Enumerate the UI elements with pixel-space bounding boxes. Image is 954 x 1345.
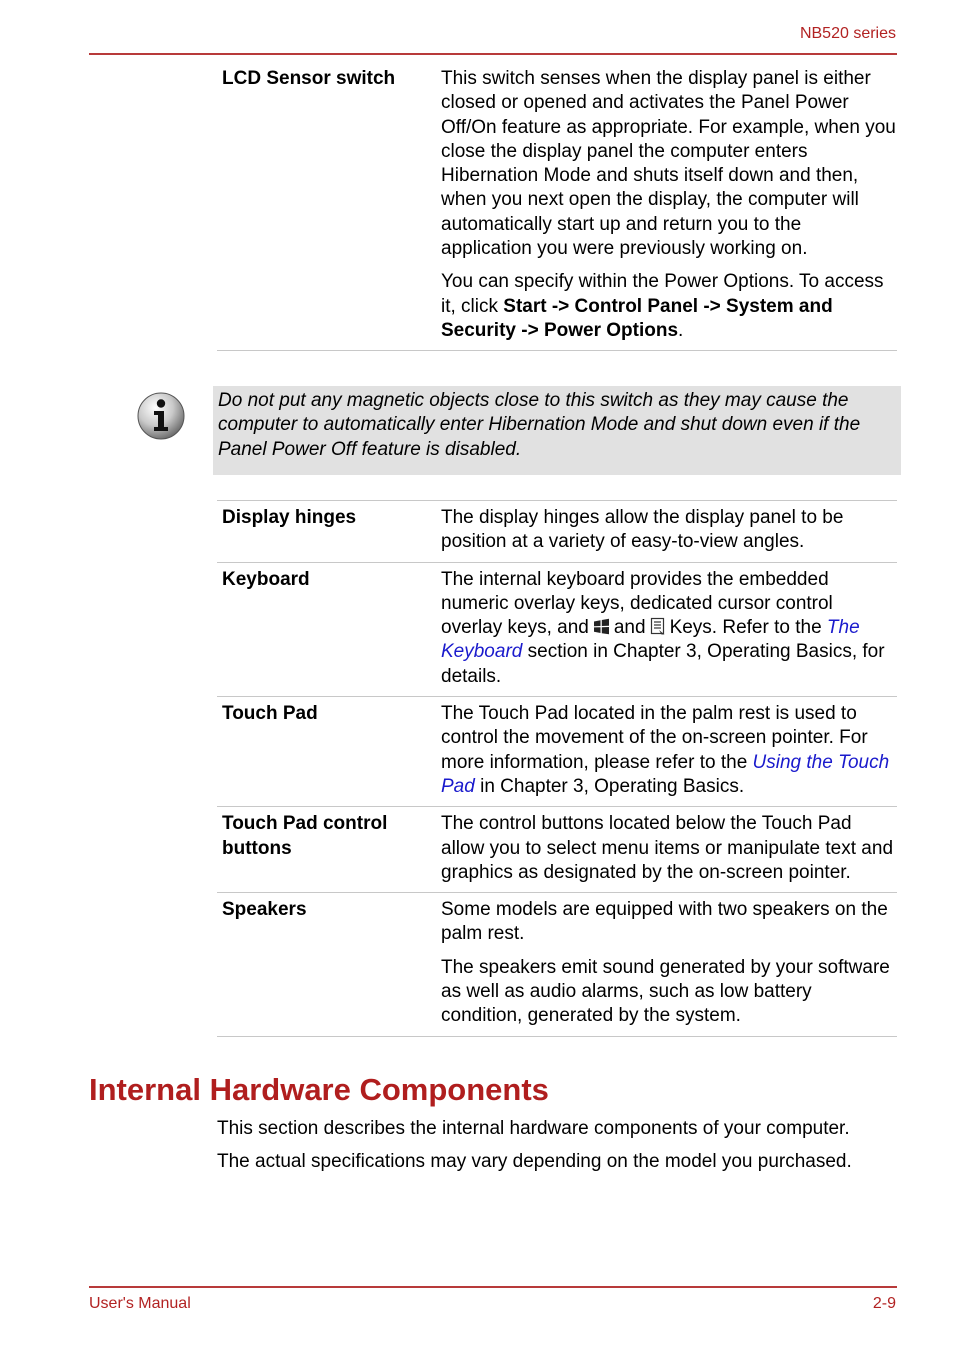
desc-lcd-sensor-p2-text: You can specify within the Power Options. To access it, click: [441, 271, 884, 317]
desc-lcd-sensor-p2: [441, 270, 897, 343]
table-row: [217, 807, 897, 893]
section-title: Internal Hardware Components: [89, 1072, 549, 1107]
the-keyboard-link[interactable]: The Keyboard: [441, 617, 860, 663]
desc-lcd-sensor: [441, 67, 897, 343]
footer-manual-title: User's Manual: [89, 1295, 191, 1312]
desc-touch-pad-part2: in Chapter 3, Operating Basics.: [474, 775, 745, 797]
desc-touch-pad-buttons-text: The control buttons located below the Touch Pad allow you to select menu items or manipulate text and graphics as designated by the on-screen pointer.: [441, 813, 894, 883]
header-series: NB520 series: [799, 25, 896, 42]
term-display-hinges: Display hinges: [222, 507, 357, 528]
table-row: [217, 893, 897, 1036]
desc-speakers-p1: Some models are equipped with two speakers on the palm rest.: [441, 899, 888, 945]
desc-touch-pad-part1: The Touch Pad located in the palm rest is used to control the movement of the on-screen pointer. For more information, please refer to the: [441, 703, 868, 773]
header-rule: [89, 53, 897, 55]
using-touch-pad-link[interactable]: Using the Touch Pad: [441, 751, 890, 797]
footer-rule: [89, 1286, 897, 1288]
power-options-path: Start -> Control Panel -> System and Security -> Power Options: [441, 295, 833, 341]
windows-key-icon: [593, 618, 610, 635]
desc-touch-pad-text: [441, 702, 897, 799]
components-table: [217, 500, 897, 1037]
desc-speakers: [441, 898, 897, 1028]
desc-lcd-sensor-p1: This switch senses when the display panel is either closed or opened and activates the Panel Power Off/On feature as appropriate. For example, when you close the display panel the computer enters Hibernation Mode and shuts itself down and then, when you next open the display, the computer will automatically start up and return you to the application you were previously working on.: [441, 68, 896, 260]
desc-display-hinges: [441, 506, 897, 555]
desc-keyboard-text: [441, 568, 897, 689]
table-row: [217, 563, 897, 697]
desc-keyboard-part1: The internal keyboard provides the embedded numeric overlay keys, dedicated cursor control overlay keys, and: [441, 568, 833, 639]
desc-keyboard-part2: and: [613, 617, 646, 639]
section-intro-p2: The actual specifications may vary depending on the model you purchased.: [217, 1151, 852, 1173]
term-speakers: Speakers: [222, 899, 307, 921]
term-touch-pad-buttons: Touch Pad control buttons: [222, 813, 388, 859]
note-box: [213, 386, 901, 475]
desc-keyboard-part4: section in Chapter 3, Operating Basics, for details.: [441, 641, 885, 687]
table-row: [217, 697, 897, 807]
lcd-sensor-table: [217, 67, 897, 351]
application-key-icon: [650, 617, 666, 635]
term-keyboard: Keyboard: [222, 568, 310, 590]
desc-speakers-p2: The speakers emit sound generated by your software as well as audio alarms, such as low battery condition, generated by the system.: [441, 956, 890, 1027]
desc-keyboard: [441, 568, 897, 689]
term-touch-pad: Touch Pad: [222, 703, 318, 725]
desc-keyboard-part3: Keys. Refer to the: [669, 617, 822, 639]
section-intro: [217, 1117, 907, 1175]
note-text: Do not put any magnetic objects close to this switch as they may cause the computer to automatically enter Hibernation Mode and shut down even if the Panel Power Off feature is disabled.: [218, 390, 861, 460]
desc-touch-pad: [441, 702, 897, 799]
table-row: [217, 67, 897, 351]
term-lcd-sensor: LCD Sensor switch: [222, 68, 396, 89]
desc-touch-pad-buttons: [441, 812, 897, 885]
info-icon: [136, 391, 186, 441]
table-row: [217, 501, 897, 563]
desc-lcd-sensor-p2-end: .: [678, 319, 684, 341]
desc-display-hinges-text: The display hinges allow the display panel to be position at a variety of easy-to-view angles.: [441, 507, 844, 553]
section-intro-p1: This section describes the internal hardware components of your computer.: [217, 1118, 850, 1139]
page-number: 2-9: [872, 1295, 896, 1312]
